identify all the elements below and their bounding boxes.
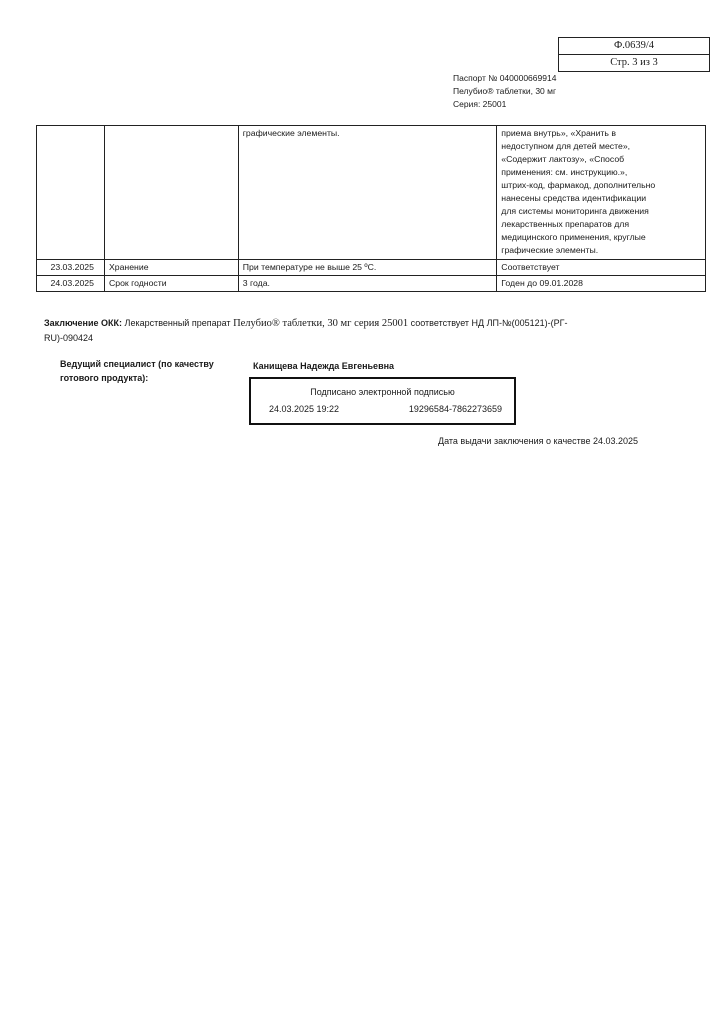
- result-line: для системы мониторинга движения: [501, 206, 649, 216]
- row-result: [497, 126, 706, 260]
- conclusion-text-a: Лекарственный препарат: [124, 318, 231, 328]
- row-requirement: При температуре не выше 25 ºС.: [238, 260, 497, 276]
- result-line: лекарственных препаратов для: [501, 219, 630, 229]
- conclusion-text-c: соответствует НД ЛП-№(005121)-(РГ-RU)-090424: [44, 318, 568, 343]
- row-date: 23.03.2025: [37, 260, 105, 276]
- quality-table: [36, 125, 706, 292]
- row-parameter: [104, 126, 238, 260]
- row-date: 24.03.2025: [37, 276, 105, 292]
- row-requirement: графические элементы.: [238, 126, 497, 260]
- result-line: нанесены средства идентификации: [501, 193, 647, 203]
- row-requirement: 3 года.: [238, 276, 497, 292]
- table-row: [37, 260, 706, 276]
- result-line: медицинского применения, круглые: [501, 232, 646, 242]
- result-line: недоступном для детей месте»,: [501, 141, 631, 151]
- row-parameter: Срок годности: [104, 276, 238, 292]
- row-parameter: Хранение: [104, 260, 238, 276]
- conclusion-product: Пелубио® таблетки, 30 мг серия 25001: [233, 318, 409, 329]
- table-row: [37, 276, 706, 292]
- passport-info: [453, 72, 556, 111]
- page-number: Стр. 3 из 3: [559, 54, 709, 71]
- result-line: штрих-код, фармакод, дополнительно: [501, 180, 656, 190]
- form-code-box: [558, 37, 710, 72]
- signature-serial: 19296584-7862273659: [408, 404, 502, 414]
- passport-product: Пелубио® таблетки, 30 мг: [453, 86, 557, 96]
- passport-number: Паспорт № 040000669914: [453, 73, 557, 83]
- row-result: Соответствует: [497, 260, 706, 276]
- signature-title: Подписано электронной подписью: [310, 387, 455, 397]
- electronic-signature-stamp: [249, 377, 516, 425]
- result-line: «Содержит лактозу», «Способ: [501, 154, 625, 164]
- specialist-name: Канищева Надежда Евгеньевна: [253, 361, 395, 371]
- specialist-label: Ведущий специалист (по качеству готового продукта):: [60, 359, 214, 383]
- passport-series: Серия: 25001: [453, 99, 507, 109]
- form-code: Ф.0639/4: [613, 40, 655, 51]
- signature-datetime: 24.03.2025 19:22: [269, 404, 340, 414]
- conclusion: [44, 316, 604, 346]
- row-result: Годен до 09.01.2028: [497, 276, 706, 292]
- result-line: графические элементы.: [501, 245, 599, 255]
- table-row: [37, 126, 706, 260]
- conclusion-label: Заключение ОКК:: [44, 318, 123, 328]
- result-line: применения: см. инструкцию.»,: [501, 167, 628, 177]
- issue-date: Дата выдачи заключения о качестве 24.03.2025: [438, 436, 638, 446]
- row-date: [37, 126, 105, 260]
- result-line: приема внутрь», «Хранить в: [501, 128, 616, 138]
